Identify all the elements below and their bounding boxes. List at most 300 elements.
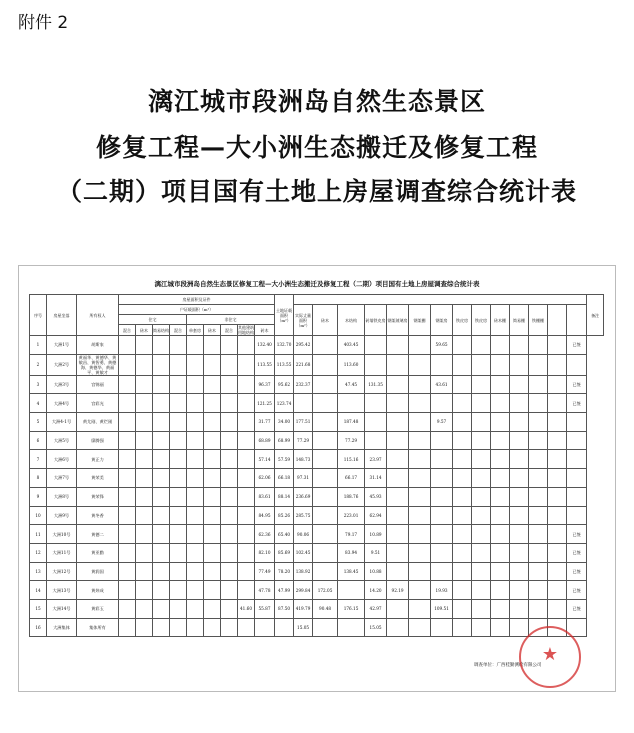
table-cell <box>548 562 567 581</box>
table-cell <box>567 469 587 488</box>
table-cell <box>119 336 136 355</box>
table-cell <box>365 394 387 413</box>
table-cell: 148.73 <box>294 450 313 469</box>
table-cell <box>238 354 255 375</box>
table-cell: 95.62 <box>275 375 294 394</box>
table-cell <box>529 562 548 581</box>
table-row <box>30 336 604 355</box>
table-cell: 廖腾强 <box>77 431 119 450</box>
header-extra-5: 钢架房 <box>431 305 453 336</box>
table-cell <box>387 618 409 637</box>
table-cell <box>136 543 153 562</box>
table-row <box>30 599 604 618</box>
table-cell <box>221 525 238 544</box>
table-cell <box>136 354 153 375</box>
table-cell <box>153 525 170 544</box>
table-cell <box>187 506 204 525</box>
table-cell <box>409 543 431 562</box>
table-cell <box>453 394 472 413</box>
table-cell: 79.17 <box>338 525 365 544</box>
table-cell <box>431 618 453 637</box>
table-cell: 9 <box>30 487 47 506</box>
table-cell <box>431 506 453 525</box>
table-cell: 82.10 <box>255 543 275 562</box>
table-cell: 77.49 <box>255 562 275 581</box>
table-cell <box>313 562 338 581</box>
table-cell <box>453 469 472 488</box>
table-cell <box>453 431 472 450</box>
table-cell <box>204 506 221 525</box>
table-cell <box>431 431 453 450</box>
table-cell: 188.76 <box>338 487 365 506</box>
table-cell: 65.40 <box>275 525 294 544</box>
table-cell <box>221 413 238 432</box>
table-cell <box>313 413 338 432</box>
table-cell <box>119 581 136 600</box>
table-cell <box>153 336 170 355</box>
table-cell <box>204 431 221 450</box>
table-cell: 已签 <box>567 375 587 394</box>
table-cell: 7 <box>30 450 47 469</box>
table-cell <box>204 581 221 600</box>
table-cell <box>153 450 170 469</box>
table-cell <box>491 336 510 355</box>
table-cell: 9.51 <box>365 543 387 562</box>
table-cell <box>431 354 453 375</box>
table-cell: 大洲5号 <box>47 431 77 450</box>
table-cell <box>409 394 431 413</box>
table-cell: 121.25 <box>255 394 275 413</box>
table-cell <box>294 394 313 413</box>
table-cell <box>119 618 136 637</box>
table-cell <box>548 354 567 375</box>
table-row <box>30 618 604 637</box>
table-cell: 已签 <box>567 543 587 562</box>
table-cell: 黄尤刚、黄烂刚 <box>77 413 119 432</box>
table-cell <box>431 543 453 562</box>
table-cell <box>548 336 567 355</box>
header-mixed-2: 混合 <box>170 325 187 336</box>
table-cell <box>136 506 153 525</box>
table-cell <box>119 375 136 394</box>
table-cell: 12 <box>30 543 47 562</box>
table-cell <box>136 525 153 544</box>
table-cell <box>491 413 510 432</box>
table-cell: 15.05 <box>294 618 313 637</box>
table-cell <box>153 562 170 581</box>
table-cell: 62.94 <box>365 506 387 525</box>
table-cell <box>119 431 136 450</box>
table-cell <box>187 469 204 488</box>
table-cell <box>170 562 187 581</box>
table-cell <box>529 506 548 525</box>
table-cell: 419.79 <box>294 599 313 618</box>
table-cell <box>170 487 187 506</box>
table-cell <box>204 562 221 581</box>
table-cell <box>187 394 204 413</box>
table-cell <box>221 450 238 469</box>
table-cell: 87.50 <box>275 599 294 618</box>
table-cell: 已签 <box>567 581 587 600</box>
table-cell: 132.40 <box>255 336 275 355</box>
table-cell <box>238 487 255 506</box>
table-cell: 大洲13号 <box>47 581 77 600</box>
table-cell <box>238 336 255 355</box>
table-cell <box>409 525 431 544</box>
table-cell <box>338 618 365 637</box>
table-cell: 15 <box>30 599 47 618</box>
table-cell <box>313 543 338 562</box>
table-cell <box>409 450 431 469</box>
table-cell <box>529 375 548 394</box>
table-cell <box>238 543 255 562</box>
table-cell <box>365 336 387 355</box>
table-cell: 83.94 <box>338 543 365 562</box>
table-cell <box>510 413 529 432</box>
table-cell <box>472 562 491 581</box>
table-cell <box>136 562 153 581</box>
table-cell <box>170 450 187 469</box>
table-cell <box>491 431 510 450</box>
table-cell <box>187 487 204 506</box>
table-cell <box>313 354 338 375</box>
table-cell <box>221 431 238 450</box>
table-cell <box>548 487 567 506</box>
table-cell: 8 <box>30 469 47 488</box>
table-cell <box>387 469 409 488</box>
table-cell <box>153 354 170 375</box>
table-cell <box>453 525 472 544</box>
table-cell: 16 <box>30 618 47 637</box>
table-cell <box>136 469 153 488</box>
table-cell: 68.89 <box>255 431 275 450</box>
table-cell <box>491 543 510 562</box>
header-single-room: 单套房 <box>187 325 204 336</box>
table-cell <box>409 562 431 581</box>
table-cell <box>153 618 170 637</box>
table-cell <box>204 487 221 506</box>
table-cell <box>136 599 153 618</box>
official-seal <box>519 626 581 688</box>
table-cell <box>170 431 187 450</box>
table-row <box>30 562 604 581</box>
table-cell <box>313 487 338 506</box>
table-cell <box>510 543 529 562</box>
table-cell <box>153 506 170 525</box>
header-area-group: 房屋面积及证件 <box>119 295 275 305</box>
table-cell <box>491 469 510 488</box>
table-cell: 45.93 <box>365 487 387 506</box>
table-cell <box>453 450 472 469</box>
table-cell: 10.88 <box>365 562 387 581</box>
table-cell <box>409 599 431 618</box>
table-cell <box>136 487 153 506</box>
table-cell <box>387 394 409 413</box>
table-cell: 57.59 <box>275 450 294 469</box>
document-title-line-3: （二期）项目国有土地上房屋调查综合统计表 <box>56 177 577 206</box>
table-cell: 88.14 <box>275 487 294 506</box>
table-cell <box>409 336 431 355</box>
table-cell: 黄德二 <box>77 525 119 544</box>
table-cell: 172.05 <box>313 581 338 600</box>
table-cell <box>453 618 472 637</box>
table-cell: 90.48 <box>313 599 338 618</box>
table-cell: 大洲14号 <box>47 599 77 618</box>
table-cell <box>313 469 338 488</box>
table-cell: 62.06 <box>255 469 275 488</box>
table-cell: 9.57 <box>431 413 453 432</box>
table-cell <box>365 431 387 450</box>
table-cell <box>409 469 431 488</box>
table-cell <box>387 413 409 432</box>
header-extra-3: 钢架玻璃房 <box>387 305 409 336</box>
table-cell <box>529 599 548 618</box>
table-cell <box>472 581 491 600</box>
table-cell <box>170 336 187 355</box>
table-cell: 85.69 <box>275 543 294 562</box>
table-cell <box>119 506 136 525</box>
table-row <box>30 487 604 506</box>
table-cell: 232.37 <box>294 375 313 394</box>
table-cell: 299.84 <box>294 581 313 600</box>
header-brick-wood: 砖木 <box>136 325 153 336</box>
table-cell: 96.37 <box>255 375 275 394</box>
header-mixed: 混合 <box>119 325 136 336</box>
table-cell: 6 <box>30 431 47 450</box>
table-cell <box>529 413 548 432</box>
table-cell <box>431 525 453 544</box>
survey-unit-footer: 调查单位：广西桂勤测绘有限公司 <box>474 663 542 668</box>
table-cell: 已签 <box>567 525 587 544</box>
table-cell: 176.15 <box>338 599 365 618</box>
table-cell <box>170 506 187 525</box>
header-extra-1: 木结构 <box>338 305 365 336</box>
table-cell <box>170 375 187 394</box>
table-row <box>30 394 604 413</box>
table-cell <box>204 599 221 618</box>
table-cell <box>153 543 170 562</box>
table-cell <box>548 450 567 469</box>
table-cell <box>453 506 472 525</box>
table-cell: 已签 <box>567 562 587 581</box>
table-cell <box>238 581 255 600</box>
table-cell <box>338 394 365 413</box>
table-cell <box>119 394 136 413</box>
header-seq: 序号 <box>30 295 47 336</box>
table-cell <box>472 431 491 450</box>
table-cell <box>204 413 221 432</box>
table-cell <box>409 618 431 637</box>
table-cell <box>221 336 238 355</box>
table-cell <box>153 375 170 394</box>
table-row <box>30 354 604 375</box>
table-cell <box>136 375 153 394</box>
table-cell: 19.93 <box>431 581 453 600</box>
table-cell <box>153 413 170 432</box>
table-cell: 68.99 <box>275 431 294 450</box>
table-cell: 31.77 <box>255 413 275 432</box>
table-cell <box>491 525 510 544</box>
table-cell: 10.89 <box>365 525 387 544</box>
table-cell <box>221 599 238 618</box>
header-remark: 备注 <box>587 295 604 336</box>
table-cell: 3 <box>30 375 47 394</box>
table-cell <box>510 506 529 525</box>
table-cell: 大洲10号 <box>47 525 77 544</box>
table-cell <box>472 354 491 375</box>
header-extra-4: 钢架棚 <box>409 305 431 336</box>
table-cell: 大洲1号 <box>47 336 77 355</box>
table-cell <box>472 394 491 413</box>
table-cell <box>187 562 204 581</box>
table-cell <box>453 543 472 562</box>
table-cell <box>548 525 567 544</box>
table-cell <box>238 562 255 581</box>
table-cell: 14 <box>30 581 47 600</box>
table-cell: 85.26 <box>275 506 294 525</box>
table-cell <box>136 581 153 600</box>
table-cell <box>136 394 153 413</box>
header-brick-wood-3: 砖木 <box>255 325 275 336</box>
table-cell <box>338 581 365 600</box>
table-cell: 132.70 <box>275 336 294 355</box>
table-cell <box>221 487 238 506</box>
table-cell <box>187 413 204 432</box>
table-cell <box>136 450 153 469</box>
table-cell <box>529 336 548 355</box>
table-cell: 31.14 <box>365 469 387 488</box>
table-cell: 13 <box>30 562 47 581</box>
table-cell: 47.78 <box>255 581 275 600</box>
table-cell: 97.31 <box>294 469 313 488</box>
table-cell <box>567 450 587 469</box>
header-certified-area: 户证载面积（m²） <box>119 305 275 315</box>
table-row <box>30 581 604 600</box>
table-cell: 34.00 <box>275 413 294 432</box>
header-extra-0: 砖木 <box>313 305 338 336</box>
table-cell <box>119 450 136 469</box>
table-cell <box>409 487 431 506</box>
table-cell: 47.99 <box>275 581 294 600</box>
header-residential: 住宅 <box>119 315 187 325</box>
table-cell: 92.19 <box>387 581 409 600</box>
table-cell: 黄福华、黄德华、黄敏昌、黄智勇、黄德海、黄德华、黄福平、黄敏才 <box>77 354 119 375</box>
header-blank <box>294 295 587 305</box>
sheet-title: 漓江城市段洲岛自然生态景区修复工程—大小洲生态搬迁及修复工程（二期）项目国有土地上房屋调查综合统计表 <box>154 280 480 288</box>
table-cell <box>221 469 238 488</box>
table-cell <box>119 354 136 375</box>
table-cell <box>221 394 238 413</box>
header-extra-2: 砖墙铁皮房 <box>365 305 387 336</box>
table-cell: 1 <box>30 336 47 355</box>
table-cell: 102.45 <box>294 543 313 562</box>
table-cell: 236.69 <box>294 487 313 506</box>
table-cell <box>529 431 548 450</box>
table-cell <box>313 336 338 355</box>
table-cell: 黄正力 <box>77 450 119 469</box>
table-cell <box>255 618 275 637</box>
table-cell: 55.87 <box>255 599 275 618</box>
table-body <box>30 336 604 637</box>
table-cell <box>119 525 136 544</box>
table-cell <box>136 431 153 450</box>
table-cell <box>153 394 170 413</box>
table-cell <box>387 543 409 562</box>
table-cell <box>153 599 170 618</box>
table-cell: 113.55 <box>275 354 294 375</box>
table-cell <box>491 450 510 469</box>
table-cell <box>510 375 529 394</box>
table-cell <box>187 375 204 394</box>
header-extra-8: 砖木棚 <box>491 305 510 336</box>
table-cell <box>548 599 567 618</box>
table-cell: 123.74 <box>275 394 294 413</box>
table-cell: 138.92 <box>294 562 313 581</box>
table-cell <box>187 543 204 562</box>
table-cell <box>529 354 548 375</box>
header-simple: 简易结构 <box>153 325 170 336</box>
table-cell <box>387 375 409 394</box>
table-row <box>30 450 604 469</box>
table-cell <box>204 618 221 637</box>
table-cell <box>431 487 453 506</box>
table-cell: 83.61 <box>255 487 275 506</box>
table-cell <box>387 487 409 506</box>
table-cell <box>491 599 510 618</box>
header-extra-9: 简易棚 <box>510 305 529 336</box>
table-cell <box>365 354 387 375</box>
table-cell <box>204 469 221 488</box>
table-cell <box>170 599 187 618</box>
table-cell <box>529 581 548 600</box>
table-cell <box>387 506 409 525</box>
table-cell: 黄炜成 <box>77 581 119 600</box>
table-cell: 77.29 <box>338 431 365 450</box>
table-cell <box>409 431 431 450</box>
table-cell <box>204 354 221 375</box>
table-cell <box>187 525 204 544</box>
table-cell <box>170 525 187 544</box>
table-cell: 黄荣美 <box>77 469 119 488</box>
table-cell <box>548 431 567 450</box>
table-cell <box>453 562 472 581</box>
table-cell <box>431 562 453 581</box>
table-cell <box>453 599 472 618</box>
table-cell <box>472 487 491 506</box>
table-cell: 77.29 <box>294 431 313 450</box>
table-cell <box>136 413 153 432</box>
table-cell <box>313 525 338 544</box>
table-cell <box>170 543 187 562</box>
table-row <box>30 525 604 544</box>
table-cell <box>472 525 491 544</box>
table-cell <box>567 354 587 375</box>
table-cell <box>510 431 529 450</box>
table-cell <box>529 394 548 413</box>
header-extra-10: 铁棚棚 <box>529 305 548 336</box>
table-cell <box>529 450 548 469</box>
table-cell <box>238 506 255 525</box>
table-cell <box>119 599 136 618</box>
table-row <box>30 469 604 488</box>
header-land-area: 土地证载面积（m²） <box>275 295 294 336</box>
table-cell <box>548 581 567 600</box>
table-cell <box>472 336 491 355</box>
table-cell <box>548 469 567 488</box>
seal-star-icon: ★ <box>541 644 559 665</box>
table-cell <box>510 618 529 637</box>
table-cell: 大洲12号 <box>47 562 77 581</box>
